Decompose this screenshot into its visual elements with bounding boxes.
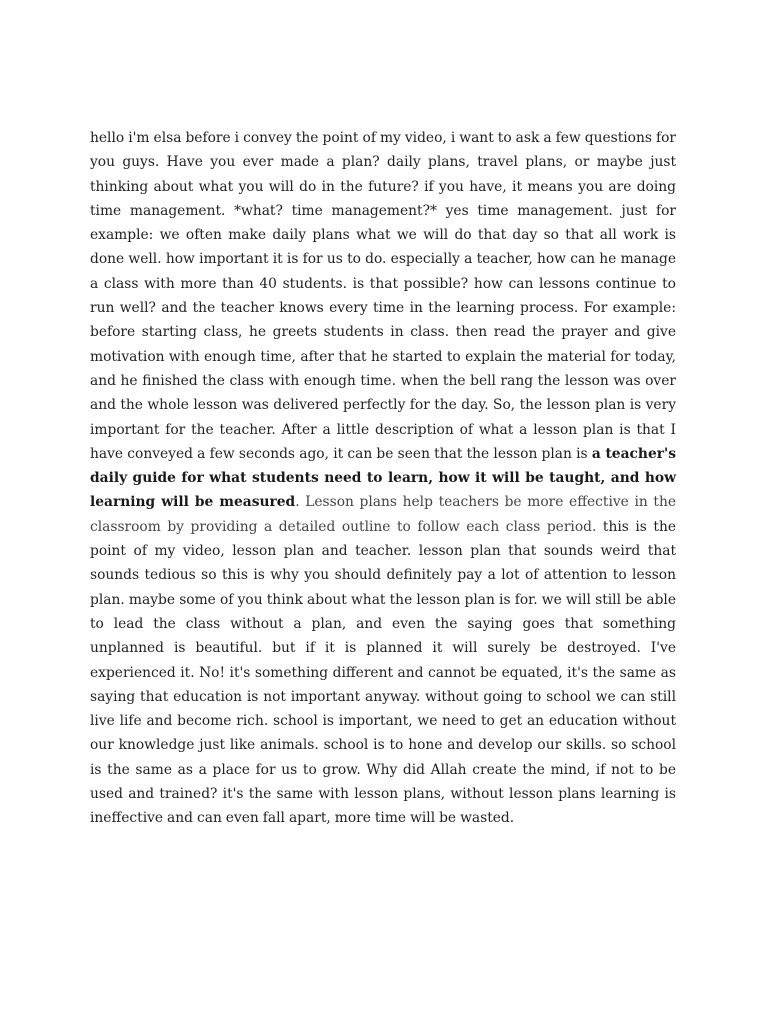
paragraph-text-intro: hello i'm elsa before i convey the point of my video, i want to ask a few questions for you guys. Have you ever made a plan? daily plans, travel plans, or maybe just thinking about what you will do in the future? if you have, it means you are doing time management. *what? time management?* yes time management. just for example: we often make daily plans what we will do that day so that all work is done well. how important it is for us to do. especially a teacher, how can he manage a class with more than 40 students. is that possible? how can lessons continue to run well? and the teacher knows every time in the learning process. For example: before starting class, he greets students in class. then read the prayer and give motivation with enough time, after that he started to explain the material for today, and he finished the class with enough time. when the bell rang the lesson was over and the whole lesson was delivered perfectly for the day. So, the lesson plan is very important for the teacher. After a little description of what a lesson plan is that I have conveyed a few seconds ago, it can be seen that the lesson plan is [90,130,676,462]
bold-definition: a teacher's daily guide for what students need to learn, how it will be taught, and how learning will be measured [90,445,676,511]
paragraph-text-main: this is the point of my video, lesson plan and teacher. lesson plan that sounds weird that sounds tedious so this is why you should definitely pay a lot of attention to lesson plan. maybe some of you think about what the lesson plan is for. we will still be able to lead the class without a plan, and even the saying goes that something unplanned is beautiful. but if it is planned it will surely be destroyed. I've experienced it. No! it's something different and cannot be equated, it's the same as saying that education is not important anyway. without going to school we can still live life and become rich. school is important, we need to get an education without our knowledge just like animals. school is to hone and develop our skills. so school is the same as a place for us to grow. Why did Allah create the mind, if not to be used and trained? it's the same with lesson plans, without lesson plans learning is ineffective and can even fall apart, more time will be wasted. [90,518,677,827]
body-paragraph [90,126,676,831]
paragraph-text-quote: . Lesson plans help teachers be more effective in the classroom by providing a detailed outline to follow each class period. [90,494,676,535]
document-page [90,126,676,831]
